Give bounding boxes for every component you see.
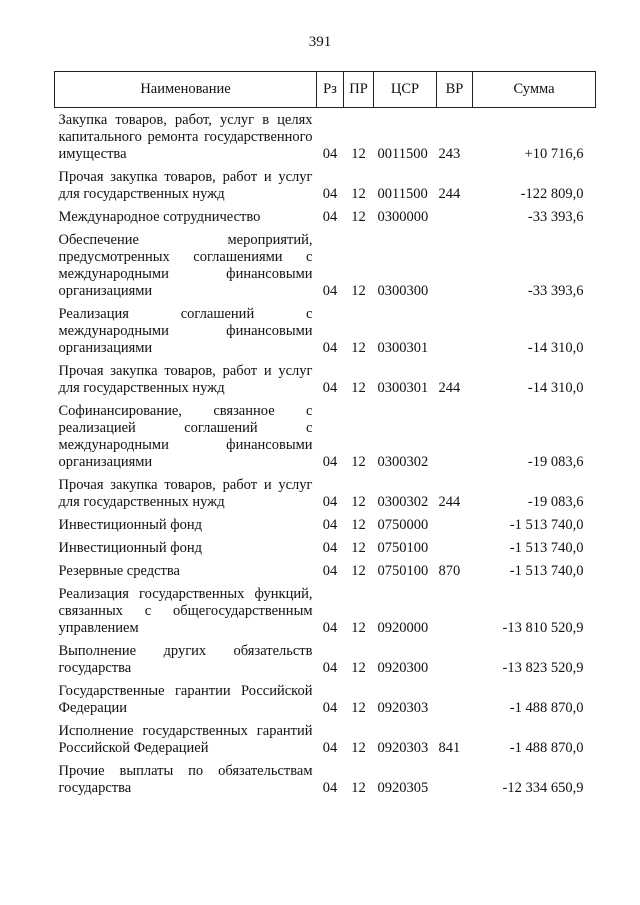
row-csr: 0300302	[377, 454, 429, 470]
row-name: Выполнение других обязательств государства	[58, 643, 313, 676]
row-pr: 12	[351, 494, 366, 510]
row-vr: 841	[438, 740, 461, 756]
row-name: Прочая закупка товаров, работ и услуг для государственных нужд	[58, 363, 313, 396]
table-row	[55, 637, 596, 677]
row-csr: 0300301	[377, 380, 429, 396]
row-sum: -1 513 740,0	[509, 563, 584, 579]
row-pr: 12	[351, 209, 366, 225]
row-csr: 0750000	[377, 517, 429, 533]
row-name: Закупка товаров, работ, услуг в целях капитального ремонта государственного имущества	[58, 112, 313, 162]
table-row	[55, 717, 596, 757]
row-name: Международное сотрудничество	[58, 209, 261, 225]
row-csr: 0300300	[377, 283, 429, 299]
row-name: Инвестиционный фонд	[58, 540, 203, 556]
row-vr: 870	[438, 563, 461, 579]
row-vr	[437, 511, 473, 534]
row-name: Реализация соглашений с международными финансовыми организациями	[58, 306, 313, 356]
row-name: Софинансирование, связанное с реализацией соглашений с международными финансовыми организациями	[58, 403, 313, 470]
row-vr	[437, 203, 473, 226]
row-vr	[437, 226, 473, 300]
row-sum: -12 334 650,9	[502, 780, 584, 796]
row-csr: 0011500	[377, 146, 428, 162]
row-pr: 12	[351, 563, 366, 579]
row-rz: 04	[322, 494, 338, 510]
table-row	[55, 397, 596, 471]
row-csr: 0920000	[377, 620, 429, 636]
table-row	[55, 163, 596, 203]
row-vr	[437, 677, 473, 717]
row-csr: 0920305	[377, 780, 429, 796]
row-csr: 0750100	[377, 563, 429, 579]
row-vr	[437, 397, 473, 471]
row-vr	[437, 580, 473, 637]
table-header-row	[55, 72, 596, 108]
header-name: Наименование	[55, 72, 317, 108]
table-row	[55, 511, 596, 534]
table-row	[55, 677, 596, 717]
row-csr: 0011500	[377, 186, 428, 202]
row-vr	[437, 300, 473, 357]
row-sum: -1 513 740,0	[509, 517, 584, 533]
row-rz: 04	[322, 620, 338, 636]
row-sum: -122 809,0	[520, 186, 584, 202]
table-row	[55, 226, 596, 300]
row-rz: 04	[322, 380, 338, 396]
row-rz: 04	[322, 780, 338, 796]
row-vr: 244	[438, 380, 461, 396]
header-sum: Сумма	[473, 72, 596, 108]
row-sum: -33 393,6	[527, 209, 584, 225]
row-pr: 12	[351, 660, 366, 676]
row-sum: -14 310,0	[527, 380, 584, 396]
header-pr: ПР	[344, 72, 374, 108]
header-csr: ЦСР	[374, 72, 437, 108]
row-rz: 04	[322, 540, 338, 556]
table-row	[55, 300, 596, 357]
row-rz: 04	[322, 146, 338, 162]
table-row	[55, 757, 596, 797]
row-name: Прочие выплаты по обязательствам государства	[58, 763, 313, 796]
row-name: Резервные средства	[58, 563, 180, 579]
row-sum: -13 810 520,9	[502, 620, 584, 636]
table-row	[55, 580, 596, 637]
header-vr: ВР	[437, 72, 473, 108]
row-pr: 12	[351, 380, 366, 396]
row-sum: -13 823 520,9	[502, 660, 584, 676]
row-pr: 12	[351, 283, 366, 299]
row-name: Обеспечение мероприятий, предусмотренных соглашениями с международными финансовыми организациями	[58, 232, 313, 299]
row-pr: 12	[351, 454, 366, 470]
row-name: Государственные гарантии Российской Федерации	[58, 683, 313, 716]
header-rz: Рз	[317, 72, 344, 108]
row-csr: 0300301	[377, 340, 429, 356]
row-pr: 12	[351, 700, 366, 716]
row-name: Прочая закупка товаров, работ и услуг для государственных нужд	[58, 477, 313, 510]
row-csr: 0920303	[377, 700, 429, 716]
row-vr	[437, 534, 473, 557]
row-pr: 12	[351, 340, 366, 356]
row-pr: 12	[351, 186, 366, 202]
row-csr: 0920300	[377, 660, 429, 676]
row-vr: 244	[438, 494, 461, 510]
row-rz: 04	[322, 740, 338, 756]
row-vr	[437, 757, 473, 797]
row-rz: 04	[322, 186, 338, 202]
row-pr: 12	[351, 540, 366, 556]
row-pr: 12	[351, 517, 366, 533]
row-name: Исполнение государственных гарантий Российской Федерацией	[58, 723, 313, 756]
row-sum: +10 716,6	[524, 146, 584, 162]
row-csr: 0300302	[377, 494, 429, 510]
row-vr	[437, 637, 473, 677]
row-rz: 04	[322, 340, 338, 356]
row-csr: 0920303	[377, 740, 429, 756]
row-csr: 0750100	[377, 540, 429, 556]
row-name: Инвестиционный фонд	[58, 517, 203, 533]
row-rz: 04	[322, 517, 338, 533]
row-sum: -1 488 870,0	[509, 740, 584, 756]
table-row	[55, 471, 596, 511]
table-row	[55, 534, 596, 557]
budget-table	[54, 71, 596, 797]
table-row	[55, 203, 596, 226]
row-name: Реализация государственных функций, связанных с общегосударственным управлением	[58, 586, 313, 636]
row-sum: -14 310,0	[527, 340, 584, 356]
row-rz: 04	[322, 454, 338, 470]
row-pr: 12	[351, 146, 366, 162]
row-pr: 12	[351, 740, 366, 756]
row-rz: 04	[322, 700, 338, 716]
row-name: Прочая закупка товаров, работ и услуг для государственных нужд	[58, 169, 313, 202]
row-sum: -1 513 740,0	[509, 540, 584, 556]
row-pr: 12	[351, 620, 366, 636]
table-row	[55, 557, 596, 580]
row-rz: 04	[322, 660, 338, 676]
row-vr: 243	[438, 146, 461, 162]
table-row	[55, 357, 596, 397]
row-vr: 244	[438, 186, 461, 202]
page-number: 391	[308, 34, 332, 50]
row-rz: 04	[322, 563, 338, 579]
row-sum: -33 393,6	[527, 283, 584, 299]
row-csr: 0300000	[377, 209, 429, 225]
row-sum: -1 488 870,0	[509, 700, 584, 716]
table-body	[55, 108, 596, 798]
table-row	[55, 108, 596, 164]
row-sum: -19 083,6	[527, 454, 584, 470]
row-rz: 04	[322, 209, 338, 225]
row-rz: 04	[322, 283, 338, 299]
row-sum: -19 083,6	[527, 494, 584, 510]
row-pr: 12	[351, 780, 366, 796]
